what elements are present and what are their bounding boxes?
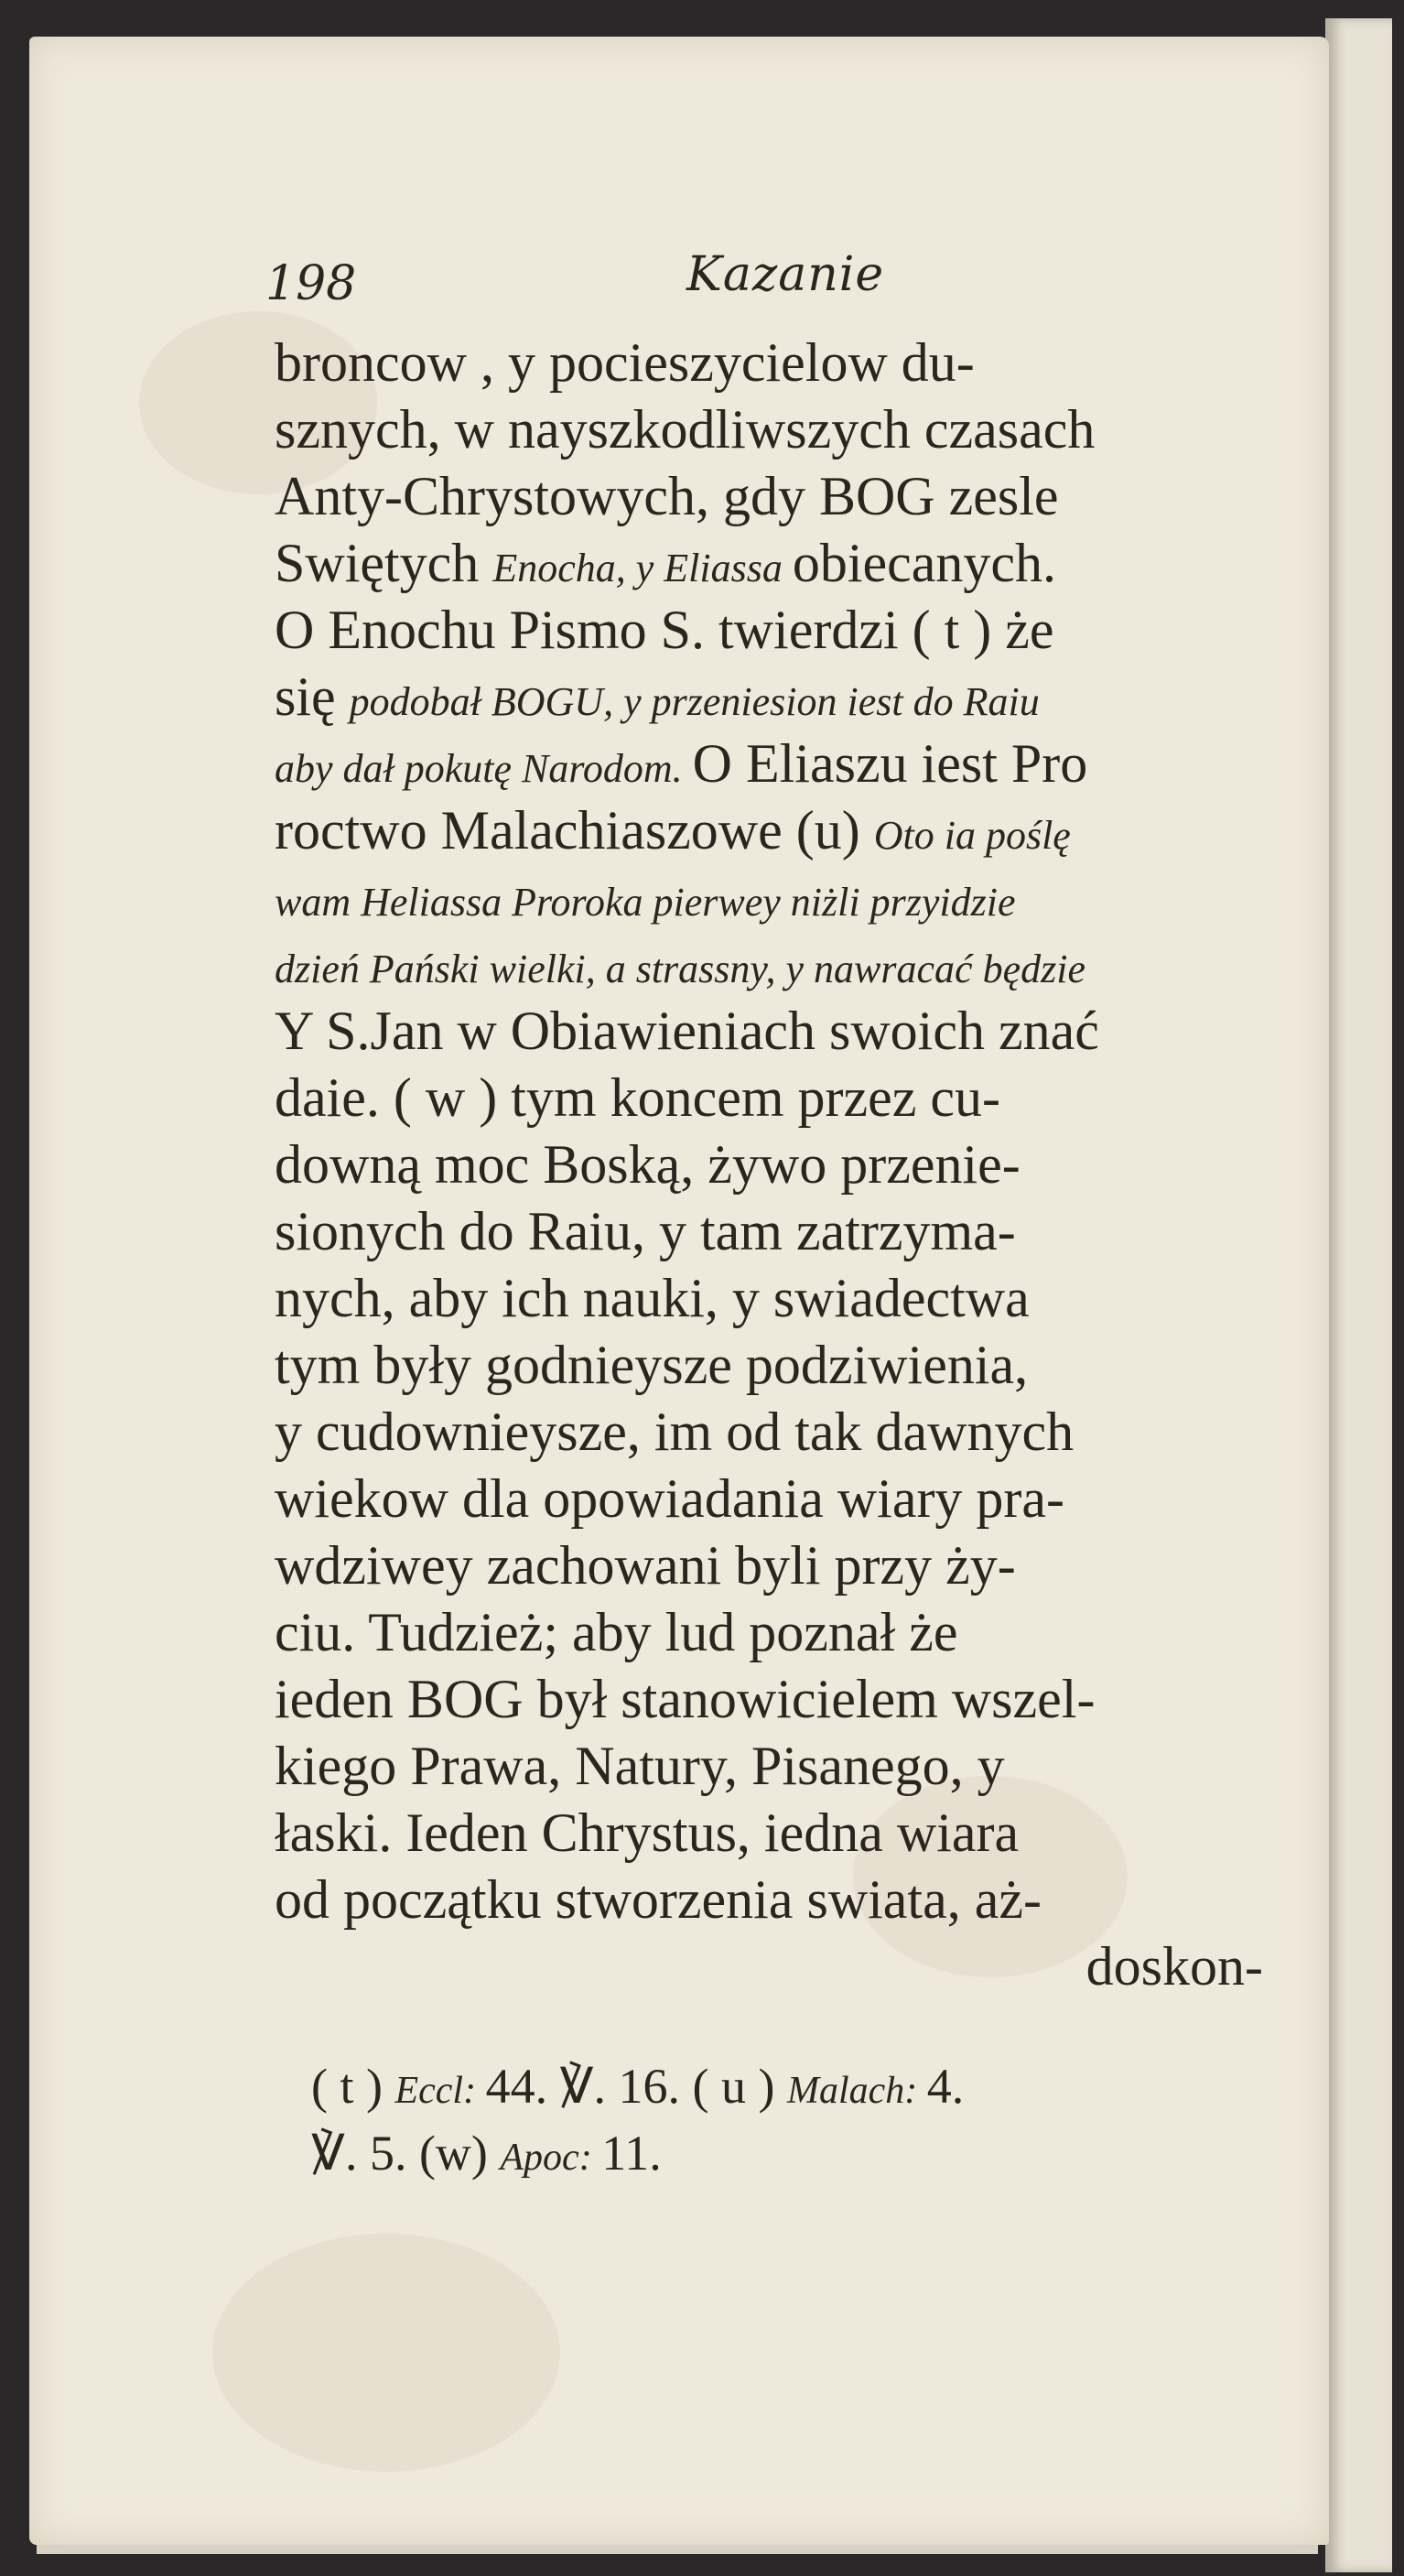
text-segment: kiego Prawa, Natury, Pisanego, y <box>275 1736 1005 1796</box>
text-segment: ( t ) <box>311 2059 395 2114</box>
text-segment: downą moc Boską, żywo przenie- <box>275 1134 1021 1195</box>
italic-text: dzień Pański wielki, a strassny, y nawracać będzie <box>275 947 1085 991</box>
body_lines-line <box>275 1198 1300 1265</box>
italic-text: podobał BOGU, y przeniesion iest do Raiu <box>349 679 1040 724</box>
text-segment: O Eliaszu iest Pro <box>692 733 1088 794</box>
body_lines-line <box>275 597 1300 664</box>
text-segment: 44. ℣. 16. ( u ) <box>485 2059 787 2114</box>
paper-stain <box>212 2234 560 2472</box>
adjacent-page-edge <box>1325 18 1392 2572</box>
text-segment: sionych do Raiu, y tam zatrzyma- <box>275 1201 1016 1261</box>
body_lines-line <box>275 731 1300 797</box>
text-segment: łaski. Ieden Chrystus, iedna wiara <box>275 1802 1020 1863</box>
italic-text: Enocha, y Eliassa <box>492 546 793 590</box>
body_lines-line <box>275 396 1300 463</box>
catchword: doskon- <box>1085 1936 1263 1997</box>
body_lines-line <box>275 1532 1300 1599</box>
body_lines-line <box>275 1599 1300 1666</box>
running-title: Kazanie <box>686 247 885 302</box>
text-segment: ℣. 5. (w) <box>311 2126 501 2181</box>
text-segment: y cudownieysze, im od tak dawnych <box>275 1402 1075 1462</box>
body_lines-line <box>275 998 1300 1065</box>
text-segment: tym były godnieysze podziwienia, <box>275 1335 1029 1395</box>
body_lines-line <box>275 530 1300 597</box>
italic-text: Eccl: <box>394 2070 486 2112</box>
text-segment: nych, aby ich nauki, y swiadectwa <box>275 1268 1030 1328</box>
text-segment: sznych, w nayszkodliwszych czasach <box>275 399 1096 460</box>
text-segment: się <box>275 666 350 727</box>
italic-text: Malach: <box>786 2070 927 2112</box>
body_lines-line <box>275 1399 1300 1466</box>
page-header <box>265 247 906 320</box>
body_lines-line <box>275 463 1300 530</box>
text-segment: wiekow dla opowiadania wiary pra- <box>275 1468 1065 1529</box>
footnotes <box>311 2051 1281 2184</box>
text-segment: 4. <box>926 2059 965 2114</box>
body_lines-line <box>275 1332 1300 1399</box>
body_lines-line <box>275 1800 1300 1867</box>
body_lines-line <box>275 1466 1300 1532</box>
text-segment: Anty-Chrystowych, gdy BOG zesle <box>275 466 1059 526</box>
italic-text: wam Heliassa Proroka pierwey niżli przyidzie <box>275 880 1016 925</box>
footnotes-line <box>311 2117 1281 2184</box>
text-segment: ieden BOG był stanowicielem wszel- <box>275 1669 1096 1729</box>
body_lines-line <box>275 1666 1300 1733</box>
body_lines-line <box>275 1065 1300 1131</box>
body-text <box>275 330 1300 2000</box>
body_lines-line <box>275 797 1300 864</box>
body_lines-line <box>275 664 1300 731</box>
body_lines-line <box>275 1131 1300 1198</box>
text-segment: ciu. Tudzież; aby lud poznał że <box>275 1602 958 1662</box>
text-segment: wdziwey zachowani byli przy ży- <box>275 1535 1016 1596</box>
italic-text: Apoc: <box>500 2137 602 2179</box>
text-segment: od początku stworzenia swiata, aż- <box>275 1869 1042 1930</box>
text-segment: Swiętych <box>275 533 493 593</box>
text-segment: Y S.Jan w Obiawieniach swoich znać <box>275 1001 1099 1061</box>
page-number: 198 <box>265 256 357 311</box>
text-segment: broncow , y pocieszycielow du- <box>275 332 975 393</box>
italic-text: aby dał pokutę Narodom. <box>275 746 693 791</box>
footnotes-line <box>311 2051 1281 2117</box>
body_lines-line <box>275 1733 1300 1800</box>
text-segment: O Enochu Pismo S. twierdzi ( t ) że <box>275 600 1054 660</box>
text-segment: roctwo Malachiaszowe (u) <box>275 800 874 860</box>
body_lines-line <box>275 330 1300 396</box>
italic-text: Oto ia poślę <box>873 813 1071 858</box>
body_lines-line <box>275 1867 1300 1933</box>
body_lines-line <box>275 1265 1300 1332</box>
body_lines-line <box>275 931 1300 998</box>
body_lines-line <box>275 864 1300 931</box>
text-segment: 11. <box>601 2126 662 2181</box>
text-segment: obiecanych. <box>792 533 1057 593</box>
text-segment: daie. ( w ) tym koncem przez cu- <box>275 1067 1000 1128</box>
